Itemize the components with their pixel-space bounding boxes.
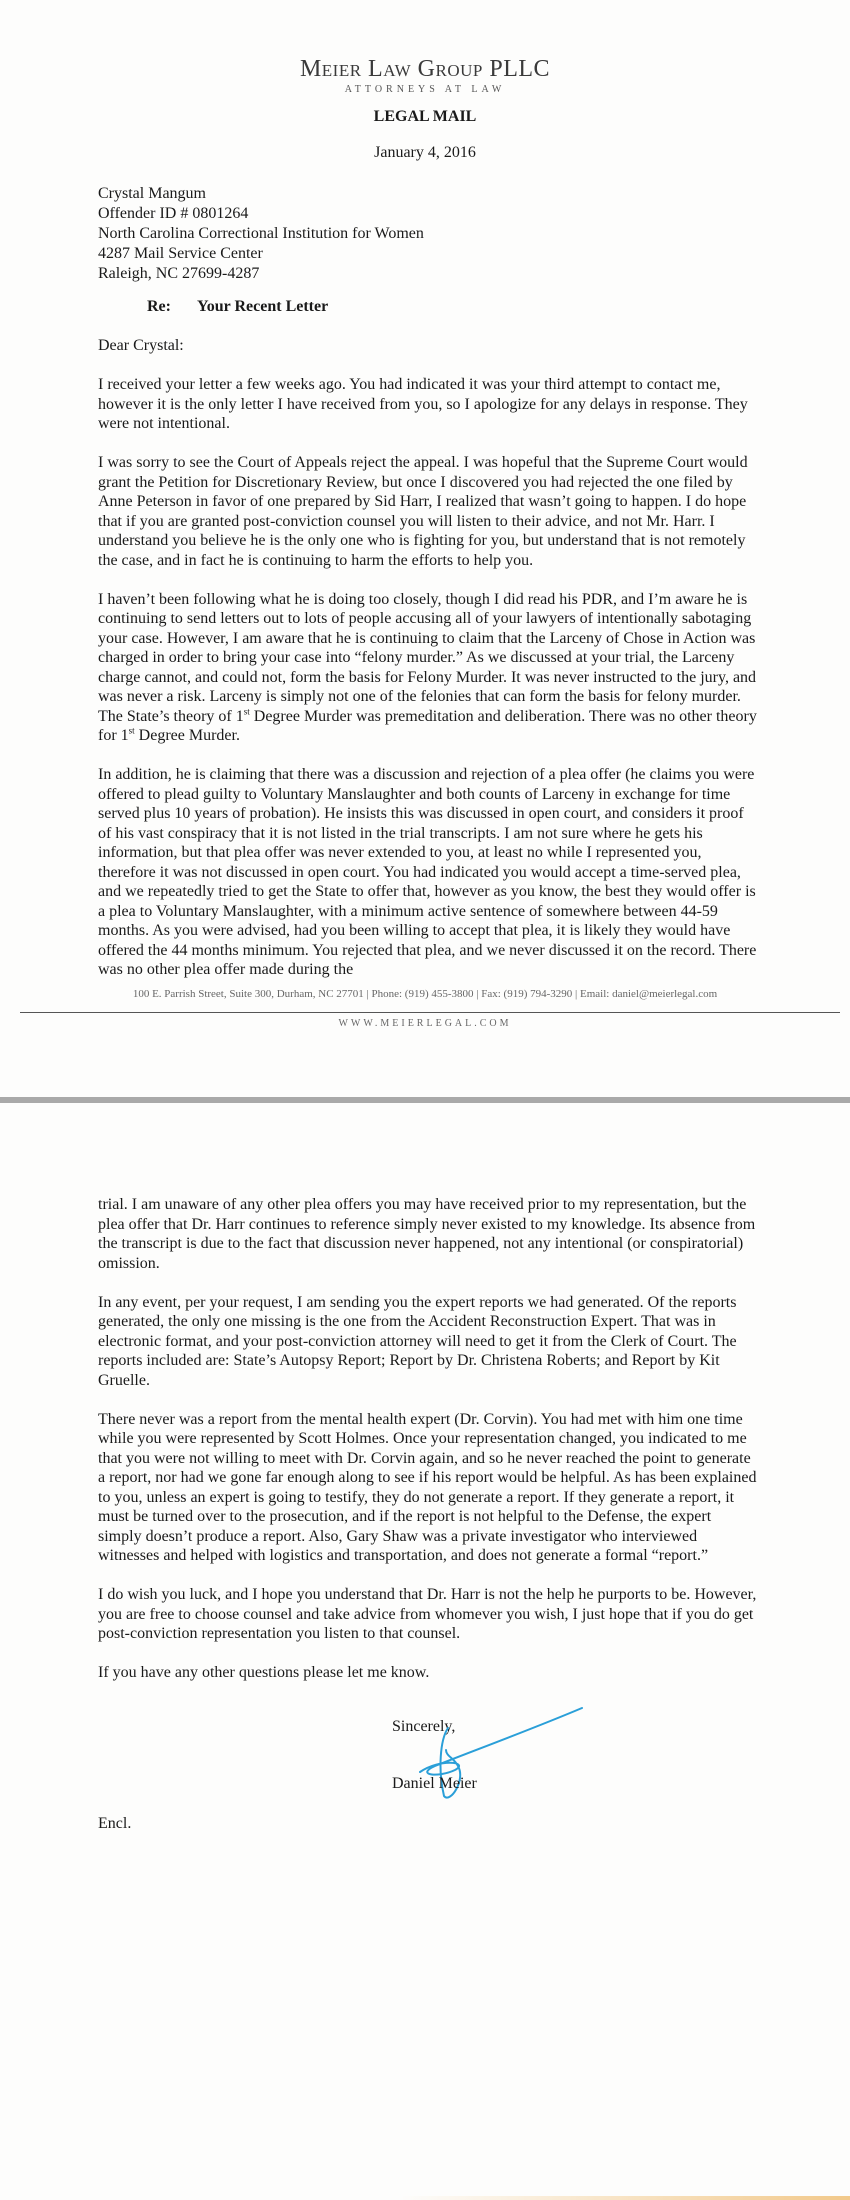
paragraph: If you have any other questions please let me know. — [98, 1664, 430, 1681]
paragraph: trial. I am unaware of any other plea offers you may have received prior to my representation, but the plea offer that Dr. Harr continues to reference simply never existed to my knowledge. Its absence from the transcript is due to the fact that discussion never happened, not any intentional (or conspiratorial) omission. — [98, 1196, 756, 1272]
salutation: Dear Crystal: — [98, 337, 184, 354]
paragraph: There never was a report from the mental health expert (Dr. Corvin). You had met with him one time while you were represented by Scott Holmes. Once your representation changed, you indicated to me that you were not willing to meet with Dr. Corvin again, and so he never reached the point to generate a report, nor had we gone far enough along to see if his report would be helpful. As has been explained to you, unless an expert is going to testify, they do not generate a report. If they generate a report, it must be turned over to the prosecution, and if the report is not helpful to the Defense, the expert simply doesn’t produce a report. Also, Gary Shaw was a private investigator who interviewed witnesses and helped with logistics and transportation, and does not generate a formal “report.” — [98, 1410, 757, 1564]
recipient-street: 4287 Mail Service Center — [98, 245, 263, 262]
recipient-offender-id: Offender ID # 0801264 — [98, 205, 249, 222]
recipient-institution: North Carolina Correctional Institution for Women — [98, 225, 424, 242]
paragraph: In addition, he is claiming that there was a discussion and rejection of a plea offer (he claims you were offered to plead guilty to Voluntary Manslaughter and both counts of Larceny in exchange for time served plus 10 years of probation). He insists this was discussed in open court, and considers it proof of his vast conspiracy that it is not listed in the trial transcripts. I am not sure where he gets his information, but that plea offer was never extended to you, at least no while I represented you, therefore it was not discussed in open court. You had indicated you would accept a time-served plea, and we repeatedly tried to get the State to offer that, however as you know, the best they would offer is a plea to Voluntary Manslaughter, with a minimum active sentence of somewhere between 44-59 months. As you were advised, had you been willing to accept that plea, it is likely they would have offered the 44 months minimum. You rejected that plea, and we never discussed it on the record. There was no other plea offer made during the — [98, 766, 757, 978]
legal-mail-label: LEGAL MAIL — [373, 108, 477, 125]
scan-edge — [400, 2196, 850, 2200]
superscript: st — [128, 725, 135, 736]
paragraph-text: I haven’t been following what he is doing too closely, though I did read his PDR, and I’m aware he is continuing to send letters out to lots of people accusing all of your lawyers of intentionally sabotaging your case. However, I am aware that he is continuing to claim that the Larceny of Chose in Action was charged in order to bring your case into “felony murder.” As we discussed at your trial, the Larceny charge cannot, and could not, form the basis for Felony Murder. It was never instructed to the jury, and was never a risk. Larceny is simply not one of the felonies that can form the basis for felony murder. The State’s theory of 1 — [98, 590, 757, 725]
paragraph: I received your letter a few weeks ago. You had indicated it was your third attempt to contact me, however it is the only letter I have received from you, so I apologize for any delays in response. They were not intentional. — [98, 376, 748, 432]
paragraph: In any event, per your request, I am sending you the expert reports we had generated. Of the reports generated, the only one missing is the one from the Accident Reconstruction Expert. That was in electronic format, and your post-conviction attorney will need to get it from the Clerk of Court. The reports included are: State’s Autopsy Report; Report by Dr. Christena Roberts; and Report by Kit Gruelle. — [98, 1293, 737, 1389]
footer-divider — [20, 1012, 840, 1013]
superscript: st — [243, 706, 250, 717]
firm-name: Meier Law Group PLLC — [299, 56, 551, 82]
paragraph: I was sorry to see the Court of Appeals reject the appeal. I was hopeful that the Supreme Court would grant the Petition for Discretionary Review, but once I discovered you had rejected the one filed by Anne Peterson in favor of one prepared by Sid Harr, I realized that wasn’t going to happen. I do hope that if you are granted post-conviction counsel you will listen to their advice, and not Mr. Harr. I understand you believe he is the only one who is fighting for you, but understand that is not remotely the case, and in fact he is continuing to harm the efforts to help you. — [98, 454, 748, 569]
subject-label: Re: — [147, 298, 171, 315]
letter-page-1 — [0, 0, 850, 1097]
letter-body-page-2 — [98, 1195, 758, 1702]
signer-name: Daniel Meier — [392, 1775, 477, 1792]
firm-tagline: ATTORNEYS AT LAW — [344, 84, 506, 95]
footer-website: WWW.MEIERLEGAL.COM — [338, 1018, 512, 1029]
footer-contact: 100 E. Parrish Street, Suite 300, Durham, NC 27701 | Phone: (919) 455-3800 | Fax: (919) 794-3290 | Email: daniel@meierlegal.com — [132, 988, 718, 1000]
recipient-address — [98, 184, 424, 284]
paragraph-text: Degree Murder was premeditation and deliberation. There was no other theory for 1 — [98, 707, 757, 744]
letter-body-page-1 — [98, 336, 758, 980]
signature-icon — [410, 1700, 590, 1810]
recipient-name: Crystal Mangum — [98, 185, 206, 202]
subject-line — [147, 298, 328, 316]
paragraph-text: Degree Murder. — [134, 727, 240, 744]
subject-text: Your Recent Letter — [197, 298, 329, 315]
letter-date: January 4, 2016 — [374, 144, 476, 161]
valediction: Sincerely, — [392, 1718, 456, 1735]
enclosure-note: Encl. — [98, 1815, 132, 1832]
recipient-city: Raleigh, NC 27699-4287 — [98, 265, 260, 282]
paragraph: I do wish you luck, and I hope you understand that Dr. Harr is not the help he purports to be. However, you are free to choose counsel and take advice from whomever you wish, I just hope that if you do get post-conviction representation you listen to that counsel. — [98, 1586, 757, 1642]
paragraph — [98, 590, 758, 746]
